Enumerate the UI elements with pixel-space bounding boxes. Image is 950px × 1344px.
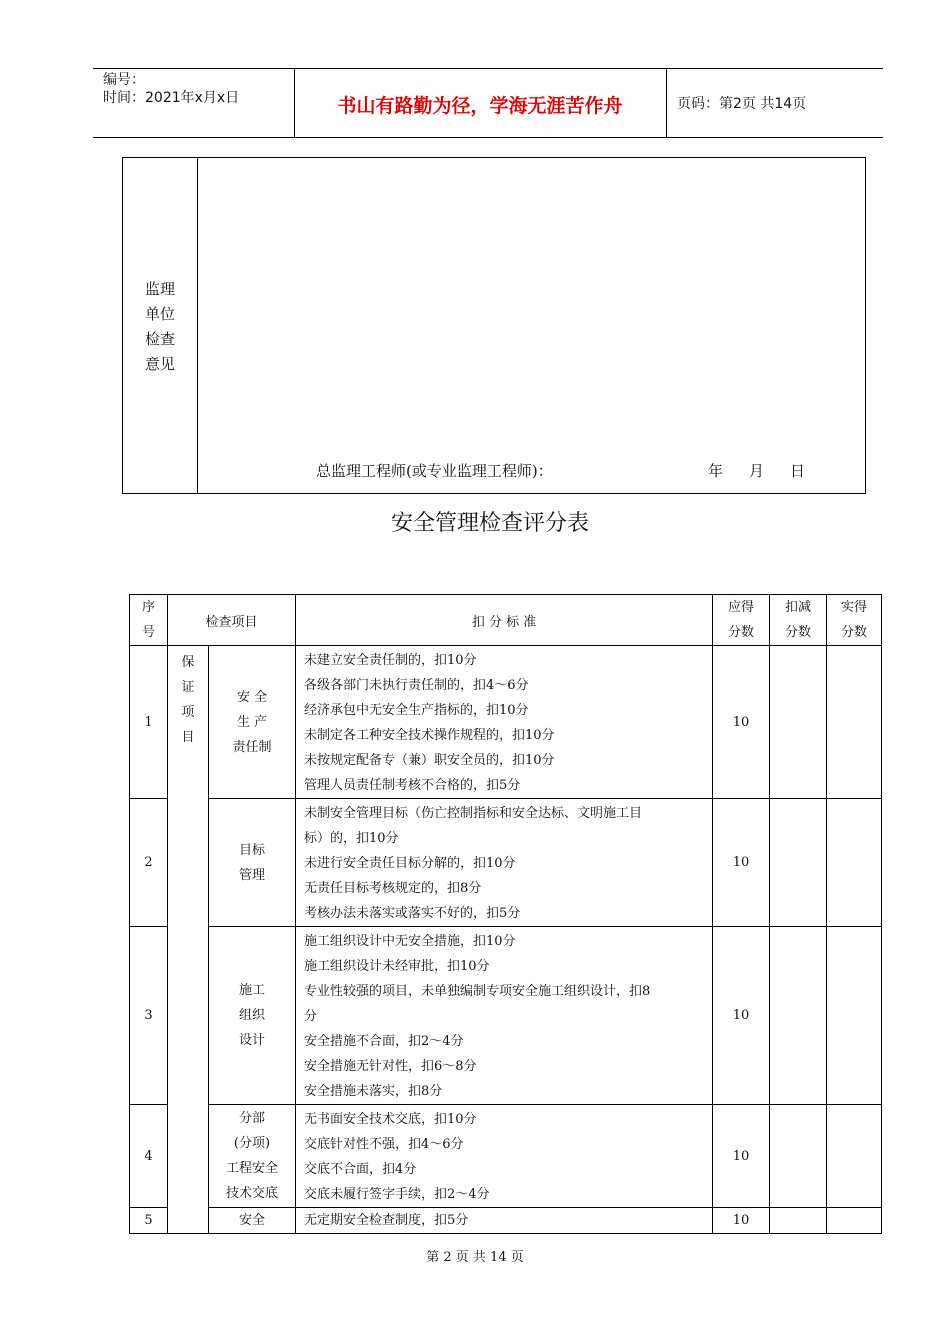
table-row xyxy=(130,799,882,927)
criteria-line: 未按规定配备专（兼）职安全员的，扣10分 xyxy=(304,753,555,768)
header-deduct-score xyxy=(770,595,827,646)
header-line: 应得 xyxy=(728,600,755,615)
row-seq: 1 xyxy=(130,646,168,799)
date-year-label: 年 xyxy=(708,462,724,480)
criteria-line: 标）的，扣10分 xyxy=(304,831,399,846)
item-line: 管理 xyxy=(239,867,266,883)
criteria-line: 未制定各工种安全技术操作规程的，扣10分 xyxy=(304,728,555,743)
header-line: 分数 xyxy=(841,625,868,640)
category-char: 目 xyxy=(181,730,195,745)
opinion-label-line: 单位 xyxy=(144,305,175,323)
criteria-line: 安全措施无针对性，扣6～8分 xyxy=(304,1059,477,1074)
row-item xyxy=(209,646,296,799)
item-line: 分部 xyxy=(239,1111,266,1126)
document-number-label: 编号： xyxy=(103,72,145,88)
header-seq-line: 号 xyxy=(141,625,155,640)
criteria-line: 未制安全管理目标（伤亡控制指标和安全达标、文明施工目 xyxy=(304,806,643,821)
row-should-score: 10 xyxy=(713,646,770,799)
signature-date xyxy=(708,460,831,481)
row-seq: 2 xyxy=(130,799,168,927)
row-should-score: 10 xyxy=(713,799,770,927)
header-page-info: 页码：第2页 共14页 xyxy=(677,96,807,112)
criteria-line: 交底不合面，扣4分 xyxy=(304,1162,417,1177)
row-item xyxy=(209,1208,296,1234)
table-row xyxy=(130,646,882,799)
row-should-score: 10 xyxy=(713,927,770,1105)
criteria-line: 分 xyxy=(304,1009,318,1024)
opinion-label-line: 意见 xyxy=(144,355,175,373)
header-line: 分数 xyxy=(728,625,755,640)
criteria-line: 交底针对性不强，扣4～6分 xyxy=(304,1137,464,1152)
category-char: 证 xyxy=(181,680,195,695)
header-motto: 书山有路勤为径，学海无涯苦作舟 xyxy=(337,95,623,117)
opinion-label-line: 检查 xyxy=(144,330,175,348)
row-seq: 3 xyxy=(130,927,168,1105)
row-should-score: 10 xyxy=(713,1105,770,1208)
row-should-score: 10 xyxy=(713,1208,770,1234)
category-char: 项 xyxy=(181,705,195,720)
item-line: 组织 xyxy=(239,1008,266,1023)
page-header xyxy=(93,68,883,138)
row-item xyxy=(209,1105,296,1208)
safety-score-table xyxy=(129,594,882,1234)
header-meta xyxy=(103,71,239,107)
row-item xyxy=(209,799,296,927)
item-line: 生 产 xyxy=(236,714,268,730)
page-footer: 第 2 页 共 14 页 xyxy=(426,1250,524,1265)
row-criteria xyxy=(296,1105,713,1208)
row-actual-score[interactable] xyxy=(827,1208,882,1234)
table-header-row xyxy=(130,595,882,646)
item-line: (分项) xyxy=(233,1136,271,1151)
item-line: 安全 xyxy=(239,1213,266,1228)
criteria-line: 专业性较强的项目，未单独编制专项安全施工组织设计，扣8 xyxy=(304,984,651,999)
criteria-line: 无责任目标考核规定的，扣8分 xyxy=(304,881,482,896)
criteria-line: 安全措施未落实，扣8分 xyxy=(304,1084,443,1099)
category-cell xyxy=(168,646,209,1234)
document-time-label: 时间：2021年x月x日 xyxy=(103,90,240,106)
row-criteria xyxy=(296,927,713,1105)
category-char: 保 xyxy=(181,655,195,670)
row-deduct-score[interactable] xyxy=(770,927,827,1105)
item-line: 施工 xyxy=(239,983,266,998)
header-line: 扣减 xyxy=(785,600,812,615)
row-criteria xyxy=(296,1208,713,1234)
header-line: 实得 xyxy=(841,600,868,615)
row-criteria xyxy=(296,799,713,927)
header-should-score xyxy=(713,595,770,646)
item-line: 安 全 xyxy=(236,689,268,705)
criteria-line: 交底未履行签字手续，扣2～4分 xyxy=(304,1187,490,1202)
date-day-label: 日 xyxy=(790,462,806,480)
engineer-signature-label: 总监理工程师(或专业监理工程师)： xyxy=(316,462,553,480)
table-row xyxy=(130,1105,882,1208)
row-actual-score[interactable] xyxy=(827,799,882,927)
row-item xyxy=(209,927,296,1105)
header-seq xyxy=(130,595,168,646)
row-criteria xyxy=(296,646,713,799)
table-row xyxy=(130,1208,882,1234)
criteria-line: 经济承包中无安全生产指标的，扣10分 xyxy=(304,703,529,718)
row-actual-score[interactable] xyxy=(827,646,882,799)
header-actual-score xyxy=(827,595,882,646)
row-actual-score[interactable] xyxy=(827,927,882,1105)
criteria-line: 考核办法未落实或落实不好的，扣5分 xyxy=(304,906,521,921)
row-actual-score[interactable] xyxy=(827,1105,882,1208)
item-line: 工程安全 xyxy=(226,1161,279,1176)
criteria-line: 施工组织设计中无安全措施，扣10分 xyxy=(304,934,516,949)
criteria-line: 安全措施不合面，扣2～4分 xyxy=(304,1034,464,1049)
criteria-line: 各级各部门未执行责任制的，扣4～6分 xyxy=(304,678,529,693)
item-line: 责任制 xyxy=(232,739,272,755)
item-line: 目标 xyxy=(239,842,266,858)
header-line: 分数 xyxy=(785,625,812,640)
row-seq: 5 xyxy=(130,1208,168,1234)
table-row xyxy=(130,927,882,1105)
criteria-line: 未进行安全责任目标分解的，扣10分 xyxy=(304,856,516,871)
item-line: 设计 xyxy=(239,1033,266,1048)
header-item: 检查项目 xyxy=(168,595,296,646)
opinion-label xyxy=(123,277,197,377)
row-deduct-score[interactable] xyxy=(770,1105,827,1208)
criteria-line: 无书面安全技术交底，扣10分 xyxy=(304,1112,477,1127)
row-deduct-score[interactable] xyxy=(770,1208,827,1234)
criteria-line: 施工组织设计未经审批，扣10分 xyxy=(304,959,490,974)
criteria-line: 无定期安全检查制度，扣5分 xyxy=(304,1213,469,1228)
item-line: 技术交底 xyxy=(226,1186,279,1201)
row-deduct-score[interactable] xyxy=(770,646,827,799)
row-deduct-score[interactable] xyxy=(770,799,827,927)
criteria-line: 未建立安全责任制的，扣10分 xyxy=(304,653,477,668)
supervision-opinion-box xyxy=(122,157,866,494)
opinion-label-line: 监理 xyxy=(144,280,175,298)
opinion-divider xyxy=(197,158,198,493)
table-title: 安全管理检查评分表 xyxy=(390,511,589,536)
criteria-line: 管理人员责任制考核不合格的，扣5分 xyxy=(304,778,521,793)
date-month-label: 月 xyxy=(749,462,765,480)
row-seq: 4 xyxy=(130,1105,168,1208)
header-divider xyxy=(666,69,667,137)
header-criteria: 扣 分 标 准 xyxy=(296,595,713,646)
header-seq-line: 序 xyxy=(141,600,155,615)
